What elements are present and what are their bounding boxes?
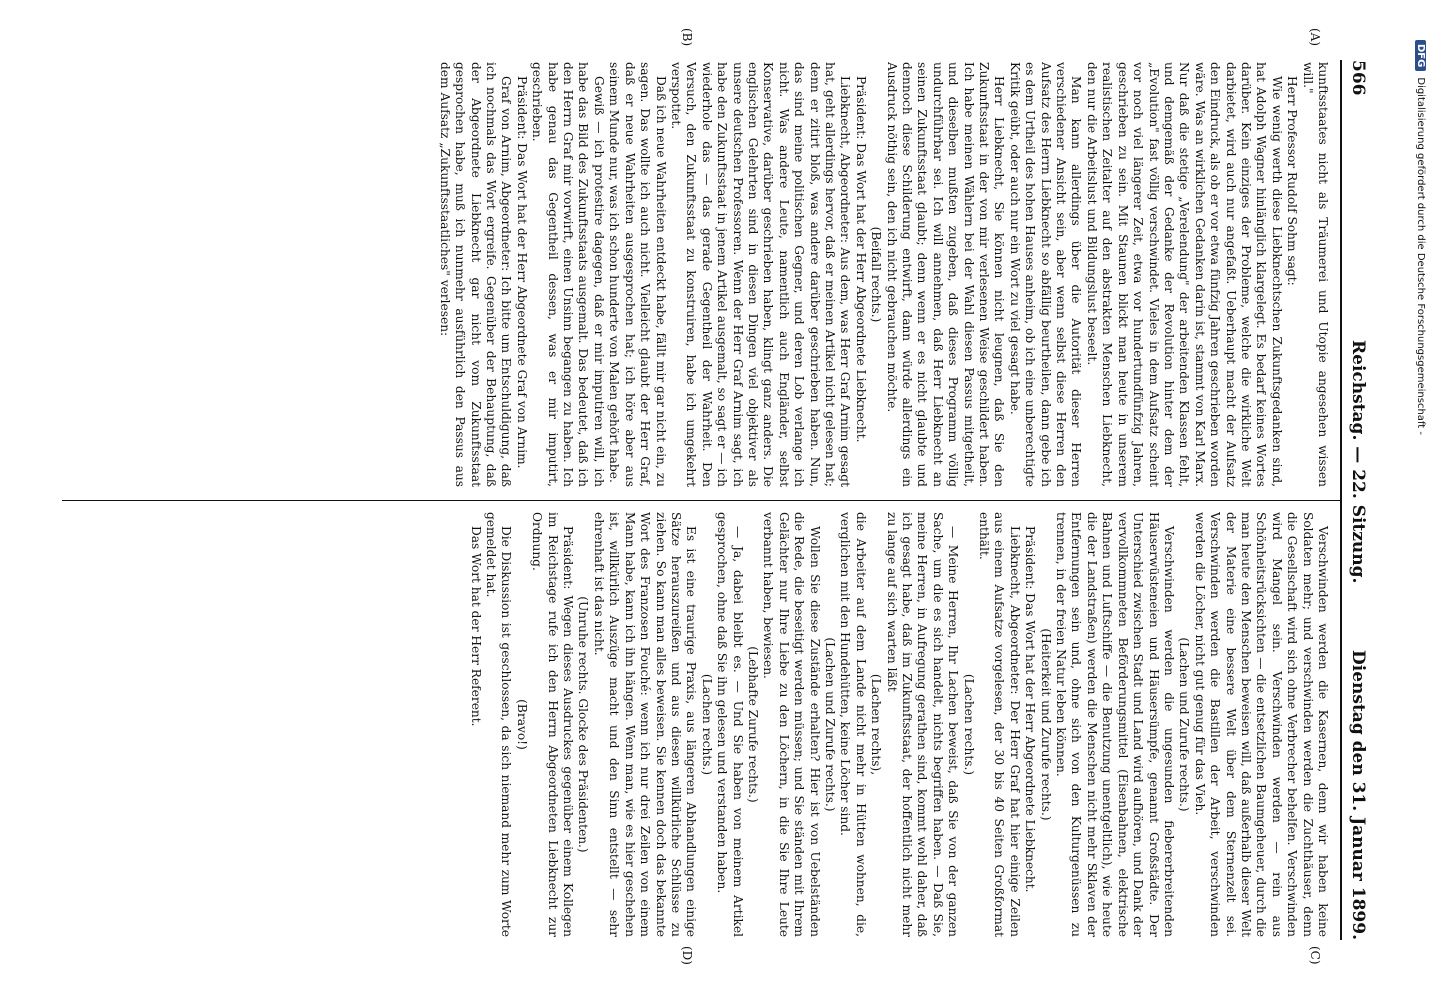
paragraph: Daß ich neue Wahrheiten entdeckt habe, fällt mir gar nicht ein, zu sagen. Das wollte ich auch nicht. Vielleicht glaubt der Herr Graf, daß er neue Wahrheiten ausgesprochen hat; ich höre aber aus seinem Munde nur, was ich schon hunderte von Malen gehört habe. bbox=[607, 62, 668, 487]
speaker-paragraph: Das Wort hat der Herr Referent. bbox=[468, 526, 483, 727]
dfg-logo: DFG bbox=[1415, 40, 1426, 71]
interjection: (Bravo!) bbox=[514, 699, 529, 750]
digitization-note: Digitalisierung gefördert durch die Deutsche Forschungsgemeinschaft - bbox=[1415, 77, 1426, 435]
page-number: 566 bbox=[1348, 60, 1368, 96]
speaker-paragraph: Präsident: Das Wort hat der Herr Abgeordnete Liebknecht. bbox=[853, 76, 868, 443]
quote-paragraph: Wie wenig werth diese Liebknechtschen Zukunftsgedanken sind, hat Adolph Wagner hinlänglich klargelegt. Es bedarf keines Wortes darüber. Kein einziges der Probleme, welche die wirkliche Welt darbietet, wird auch nur angefaßt. Ueberhaupt macht der Aufsatz den Eindruck, als ob er vor etwa fünfzig Jahren geschrieben worden wäre. Was an wirklichen Gedanken darin ist, stammt von Karl Marx. Nur daß die stetige „Verelendung" der arbeitenden Klassen fehlt, und demgemäß der Gedanke der Revolution hinter dem der „Evolution" fast völlig verschwindet. Vieles in dem Aufsatz scheint vor noch viel längerer Zeit, etwa vor hundertundfünfzig Jahren, geschrieben zu sein. Mit Staunen blickt man heute in unserem realistischen Zeitalter auf den abstrakten Menschen Liebknecht, den nur die Arbeitslust und Bildungslust beseelt. bbox=[1084, 62, 1284, 487]
column-divider bbox=[62, 500, 1342, 501]
paragraph: Herr Professor Rudolf Sohm sagt: bbox=[1285, 76, 1300, 286]
left-column bbox=[65, 62, 1330, 487]
paragraph: die Arbeiter auf dem Lande nicht mehr in Hütten wohnen, die, verglichen mit den Hundehütten, keine Löcher sind. bbox=[838, 512, 868, 937]
session-date: Dienstag den 31. Januar 1899. bbox=[1348, 650, 1368, 940]
paragraph: Die Diskussion ist geschlossen, da sich niemand mehr zum Worte gemeldet hat. bbox=[484, 512, 514, 937]
interjection: (Lebhafte Zurufe rechts.) bbox=[745, 646, 760, 803]
paragraph: — Ja, dabei bleibt es. — Und Sie haben von meinem Artikel gesprochen, ohne daß Sie ihn gelesen und verstanden haben. bbox=[715, 512, 745, 937]
interjection: (Lachen und Zurufe rechts.) bbox=[1177, 637, 1192, 812]
interjection: (Unruhe rechts. Glocke des Präsidenten.) bbox=[576, 596, 591, 853]
paragraph: Wollen Sie diese Zustände erhalten? Hier ist von Uebelständen die Rede, die beseitigt werden müssen; und Sie ständen mit Ihrem Gelächter nur Ihre Liebe zu den Löchern, in die Sie Ihre Leute verbannt haben, bewiesen. bbox=[761, 512, 822, 937]
margin-marker-d: (D) bbox=[680, 946, 694, 965]
margin-marker-a: (A) bbox=[1308, 28, 1322, 47]
speaker-paragraph: Liebknecht, Abgeordneter: Der Herr Graf hat hier einige Zeilen aus einem Aufsatze vorgelesen, der 30 bis 40 Seiten Großformat enthält. bbox=[977, 512, 1022, 937]
speaker-paragraph: Präsident: Wegen dieses Ausdruckes gegenüber einem Kollegen im Reichstage rufe ich den Herrn Abgeordneten Liebknecht zur Ordnung. bbox=[530, 512, 576, 937]
paragraph: kunftsstaates nicht als Träumerei und Utopie angesehen wissen will." bbox=[1300, 62, 1330, 487]
interjection: (Heiterkeit und Zurufe rechts.) bbox=[1038, 628, 1053, 821]
interjection: (Beifall rechts.) bbox=[869, 226, 884, 323]
paragraph: Man kann allerdings über die Autorität dieser Herren verschiedener Ansicht sein, aber wenn selbst diese Herren den Aufsatz des Herrn Liebknecht so abfällig beurtheilen, dann gebe ich es dem Urtheil des hohen Hauses anheim, ob ich eine unberechtigte Kritik geübt, oder auch nur ein Wort zu viel gesagt habe. bbox=[1007, 62, 1084, 487]
paragraph: Herr Liebknecht, Sie können nicht leugnen, daß Sie den Zukunftsstaat in der von mir verlesenen Weise geschildert haben. Ich habe meinen Wählern bei der Wahl diesen Passus mitgetheilt, und dieselben mußten zugeben, daß dieses Programm völlig undurchführbar sei. Ich will annehmen, daß Herr Liebknecht an seinen Zukunftsstaat glaubt; denn wenn er es nicht glaubte und dennoch diese Schilderung entwirft, dann würde allerdings ein Ausdruck nöthig sein, den ich nicht gebrauchen möchte. bbox=[884, 62, 1007, 487]
paragraph: Es ist eine traurige Praxis, aus längeren Abhandlungen einige Sätze herauszureißen und aus diesen willkürliche Schlüsse zu ziehen. So kann man alles beweisen. Sie kennen doch das bekannte Wort des Franzosen Fouché: wenn ich nur drei Zeilen von einem Mann habe, kann ich ihn hängen. Wenn man, wie es hier geschehen ist, willkürlich Auszüge macht und den Sinn entstellt — sehr ehrenhaft ist das nicht. bbox=[591, 512, 699, 937]
interjection: (Lachen rechts.) bbox=[961, 673, 976, 776]
quote-paragraph: Verschwinden werden die Kasernen, denn wir haben keine Soldaten mehr; und verschwinden werden die Zuchthäuser, denn die Gesellschaft wird sich ohne Verbrecher behelfen. Verschwinden wird Mangel sein. Verschwinden werden — rein aus Schönheitsrücksichten — die entsetzlichen Baumgeheuer, durch die man heute den Menschen beweisen will, daß außerhalb dieser Welt der Materie eine bessere Welt über dem Sternenzelt sei. Verschwinden werden die Bastillen der Arbeit, verschwinden werden die Löcher, nicht gut genug für das Vieh. bbox=[1192, 512, 1330, 937]
interjection: (Lachen und Zurufe rechts.) bbox=[823, 637, 837, 812]
speaker-paragraph: Präsident: Das Wort hat der Herr Abgeordnete Liebknecht. bbox=[1023, 526, 1038, 893]
digitization-credit bbox=[1410, 40, 1428, 960]
right-column bbox=[65, 512, 1330, 937]
interjection: (Lachen rechts), bbox=[869, 673, 884, 776]
margin-marker-c: (C) bbox=[1308, 946, 1322, 965]
margin-marker-b: (B) bbox=[680, 28, 694, 47]
interjection: (Lachen rechts.) bbox=[699, 673, 714, 776]
paragraph: — Meine Herren, Ihr Lachen beweist, daß Sie von der ganzen Sache, um die es sich handelt, nichts begriffen haben. — Daß Sie, meine Herren, in Aufregung gerathen sind, kommt wohl daher, daß ich gesagt habe, daß im Zukunftsstaat, der hoffentlich nicht mehr zu lange auf sich warten läßt bbox=[884, 512, 961, 937]
speaker-paragraph: Präsident: Das Wort hat der Herr Abgeordnete Graf von Arnim. bbox=[514, 76, 529, 469]
page-header bbox=[1338, 60, 1368, 940]
quote-paragraph: Verschwinden werden die ungesunden fiebererbreitenden Häuserwüsteneien und Häusersümpfe, genannt Großstädte. Der Unterschied zwischen Stadt und Land wird aufhören, und Dank der vervollkommneten Beförderungsmittel (Eisenbahnen, elektrische Bahnen und Luftschiffe — die Benutzung unentgeltlich), wie heute die der Landstraßen) werden die Menschen nicht mehr Sklaven der Entfernungen sein und, ohne sich von den Kulturgenüssen zu trennen, in der freien Natur leben können. bbox=[1054, 512, 1176, 937]
paragraph: Gewiß — ich protestire dagegen, daß er mir imputiren will, ich habe das Bild des Zukunftsstaats ausgemalt. Das bedeutet, daß ich den Herrn Graf mir vorwirft, einen Unsinn begangen zu haben. Ich habe genau das Gegentheil dessen, was er mir imputirt, geschrieben. bbox=[530, 62, 606, 487]
speaker-paragraph: Graf von Arnim, Abgeordneter: Ich bitte um Entschuldigung, daß ich nochmals das Wort ergreife. Gegenüber der Behauptung, daß der Abgeordnete Liebknecht gar nicht vom Zukunftsstaat gesprochen habe, muß ich nunmehr ausführlich den Passus aus dem Aufsatz „Zukunftsstaatliches" verlesen: bbox=[437, 62, 514, 487]
session-title: Reichstag. — 22. Sitzung. bbox=[1348, 340, 1368, 584]
speaker-paragraph: Liebknecht, Abgeordneter: Aus dem, was Herr Graf Arnim gesagt hat, geht allerdings hervor, daß er meinen Artikel nicht gelesen hat; denn er zitirt bloß, was andere darüber geschrieben haben. Nun, das sind meine politischen Gegner, und deren Lob verlange ich nicht. Was andere Leute, namentlich auch Engländer, selbst Konservative, darüber geschrieben haben, klingt ganz anders. Die englischen Gelehrten sind in diesen Dingen viel objektiver als unsere deutschen Professoren. Wenn der Herr Graf Arnim sagt, ich habe den Zukunftsstaat in jenem Artikel ausgemalt, so sagt er — ich wiederhole das — das gerade Gegentheil der Wahrheit. Den Versuch, den Zukunftsstaat zu konstruiren, habe ich umgekehrt verspottet. bbox=[668, 62, 853, 487]
